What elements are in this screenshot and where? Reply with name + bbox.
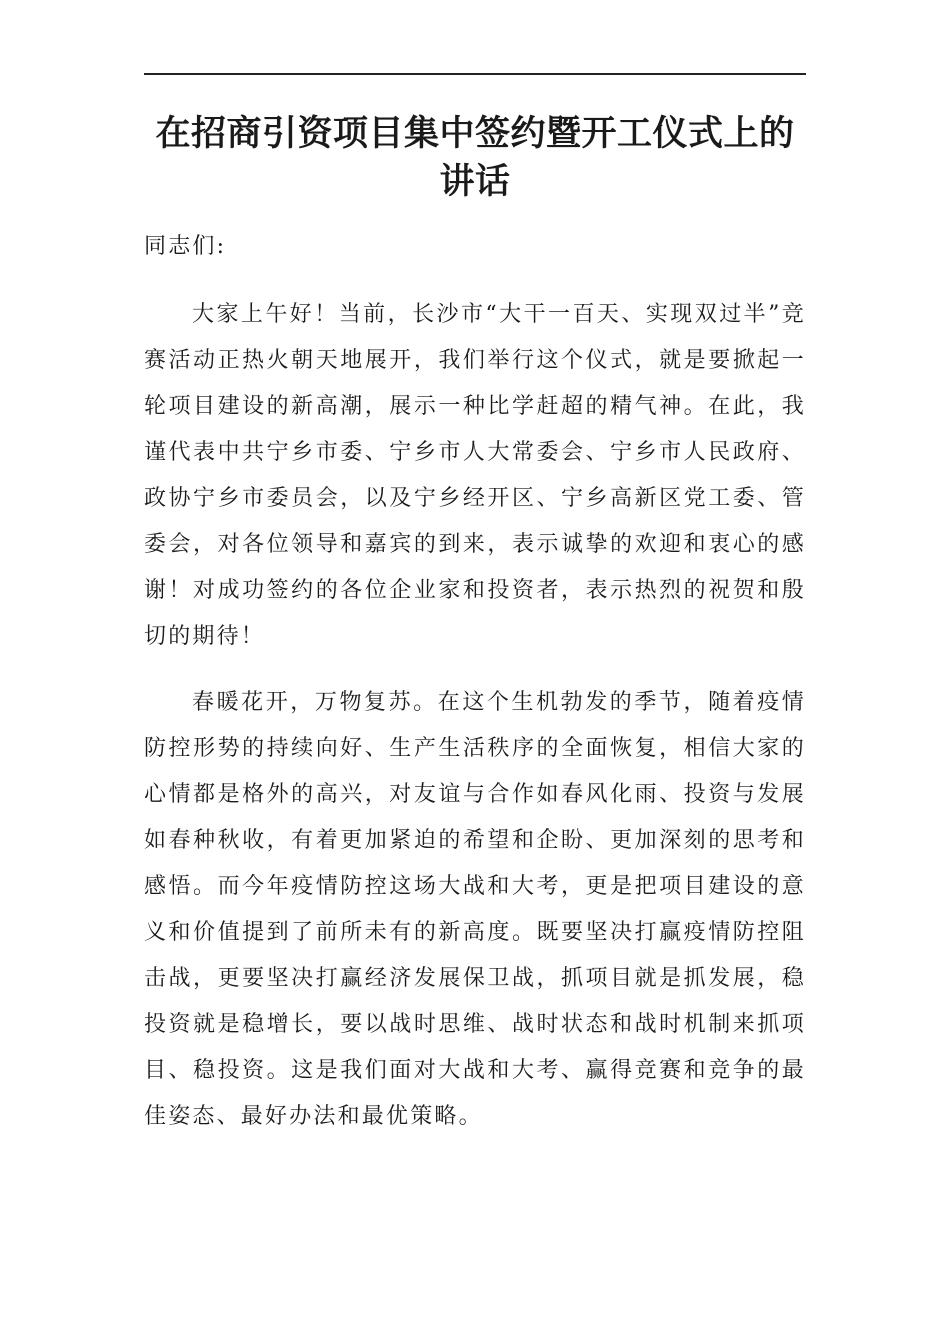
paragraph-1: 大家上午好！当前，长沙市“大干一百天、实现双过半”竞赛活动正热火朝天地展开，我们举行这个仪式，就是要掀起一轮项目建设的新高潮，展示一种比学赶超的精气神。在此，我谨代表中共宁乡市委、宁乡市人大常委会、宁乡市人民政府、政协宁乡市委员会，以及宁乡经开区、宁乡高新区党工委、管委会，对各位领导和嘉宾的到来，表示诚挚的欢迎和衷心的感谢！对成功签约的各位企业家和投资者，表示热烈的祝贺和殷切的期待！ — [144, 302, 806, 649]
document-title: 在招商引资项目集中签约暨开工仪式上的讲话 — [155, 113, 795, 202]
header-rule — [144, 73, 806, 75]
paragraph-2: 春暖花开，万物复苏。在这个生机勃发的季节，随着疫情防控形势的持续向好、生产生活秩序的全面恢复，相信大家的心情都是格外的高兴，对友谊与合作如春风化雨、投资与发展如春种秋收，有着更加紧迫的希望和企盼、更加深刻的思考和感悟。而今年疫情防控这场大战和大考，更是把项目建设的意义和价值提到了前所未有的新高度。既要坚决打赢疫情防控阻击战，更要坚决打赢经济发展保卫战，抓项目就是抓发展，稳投资就是稳增长，要以战时思维、战时状态和战时机制来抓项目、稳投资。这是我们面对大战和大考、赢得竞赛和竞争的最佳姿态、最好办法和最优策略。 — [144, 690, 806, 1129]
salutation: 同志们: — [144, 234, 227, 259]
document-body — [144, 224, 806, 1160]
